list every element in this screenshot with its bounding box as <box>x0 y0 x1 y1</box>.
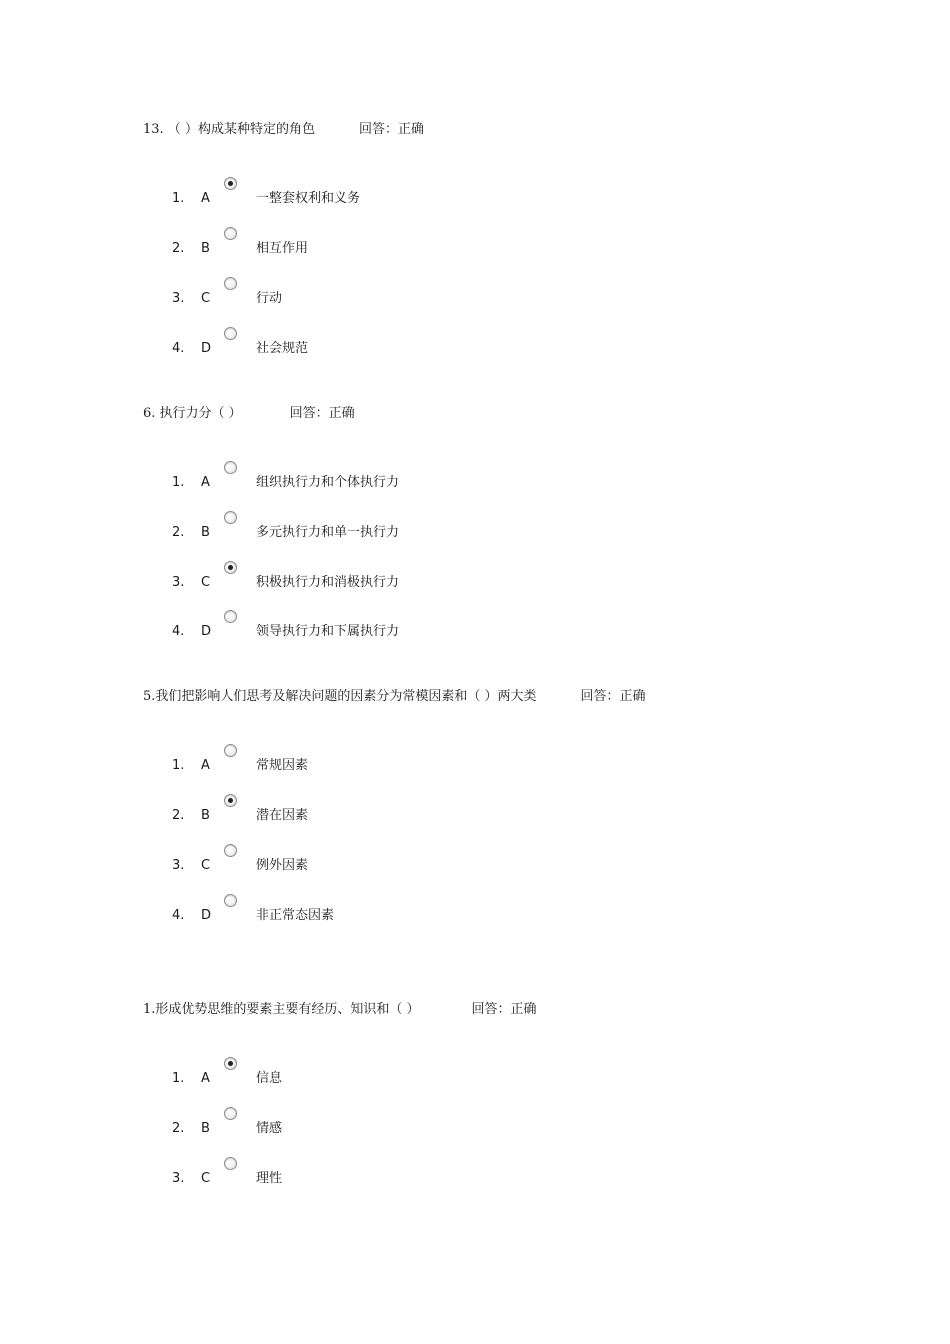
question-text: 6. 执行力分（ ） <box>143 406 242 421</box>
option-letter: B <box>201 241 210 256</box>
option-row[interactable] <box>0 1113 950 1143</box>
answer-status: 回答：正确 <box>289 406 355 421</box>
question-text: 1.形成优势思维的要素主要有经历、知识和（ ） <box>143 1002 420 1017</box>
radio-button-checked[interactable] <box>224 1057 237 1070</box>
option-number: 1. <box>172 758 185 773</box>
option-letter: B <box>201 525 210 540</box>
option-number: 4. <box>172 624 185 639</box>
radio-button[interactable] <box>224 327 237 340</box>
option-letter: C <box>201 1171 211 1186</box>
option-row[interactable] <box>0 517 950 547</box>
option-text: 积极执行力和消极执行力 <box>256 575 400 590</box>
radio-button[interactable] <box>224 744 237 757</box>
option-letter: D <box>201 908 212 923</box>
option-row[interactable] <box>0 467 950 497</box>
option-text: 例外因素 <box>256 858 309 873</box>
radio-button-checked[interactable] <box>224 561 237 574</box>
option-letter: D <box>201 624 212 639</box>
option-number: 4. <box>172 908 185 923</box>
option-row[interactable] <box>0 283 950 313</box>
answer-status: 回答：正确 <box>471 1002 537 1017</box>
option-text: 常规因素 <box>256 758 309 773</box>
option-text: 领导执行力和下属执行力 <box>256 624 400 639</box>
question-text: 13. （ ）构成某种特定的角色 <box>143 122 315 137</box>
option-number: 2. <box>172 1121 185 1136</box>
option-row[interactable] <box>0 233 950 263</box>
question-title <box>143 121 424 139</box>
option-text: 多元执行力和单一执行力 <box>256 525 400 540</box>
option-number: 2. <box>172 525 185 540</box>
option-number: 1. <box>172 1071 185 1086</box>
question-title <box>143 688 646 706</box>
option-number: 1. <box>172 191 185 206</box>
option-number: 2. <box>172 808 185 823</box>
option-number: 3. <box>172 291 185 306</box>
option-text: 理性 <box>256 1171 283 1186</box>
option-row[interactable] <box>0 1163 950 1193</box>
option-number: 3. <box>172 575 185 590</box>
option-letter: C <box>201 291 211 306</box>
option-text: 一整套权利和义务 <box>256 191 361 206</box>
option-row[interactable] <box>0 850 950 880</box>
radio-button[interactable] <box>224 610 237 623</box>
radio-button-checked[interactable] <box>224 177 237 190</box>
radio-button[interactable] <box>224 1107 237 1120</box>
option-letter: C <box>201 575 211 590</box>
option-text: 情感 <box>256 1121 283 1136</box>
radio-button-checked[interactable] <box>224 794 237 807</box>
option-letter: D <box>201 341 212 356</box>
option-row[interactable] <box>0 567 950 597</box>
option-row[interactable] <box>0 750 950 780</box>
radio-button[interactable] <box>224 844 237 857</box>
option-text: 社会规范 <box>256 341 309 356</box>
answer-status: 回答：正确 <box>358 122 424 137</box>
radio-button[interactable] <box>224 227 237 240</box>
option-number: 2. <box>172 241 185 256</box>
question-text: 5.我们把影响人们思考及解决问题的因素分为常模因素和（ ）两大类 <box>143 689 537 704</box>
radio-button[interactable] <box>224 1157 237 1170</box>
option-text: 信息 <box>256 1071 283 1086</box>
option-text: 行动 <box>256 291 283 306</box>
question-title <box>143 405 355 423</box>
radio-button[interactable] <box>224 511 237 524</box>
option-letter: A <box>201 191 210 206</box>
option-row[interactable] <box>0 183 950 213</box>
option-row[interactable] <box>0 616 950 646</box>
option-row[interactable] <box>0 1063 950 1093</box>
option-row[interactable] <box>0 333 950 363</box>
option-letter: C <box>201 858 211 873</box>
option-text: 潜在因素 <box>256 808 309 823</box>
option-text: 非正常态因素 <box>256 908 335 923</box>
option-number: 3. <box>172 858 185 873</box>
option-letter: A <box>201 758 210 773</box>
option-text: 相互作用 <box>256 241 309 256</box>
radio-button[interactable] <box>224 461 237 474</box>
option-number: 3. <box>172 1171 185 1186</box>
option-text: 组织执行力和个体执行力 <box>256 475 400 490</box>
option-number: 4. <box>172 341 185 356</box>
option-letter: B <box>201 1121 210 1136</box>
radio-button[interactable] <box>224 277 237 290</box>
option-number: 1. <box>172 475 185 490</box>
question-title <box>143 1001 537 1019</box>
answer-status: 回答：正确 <box>580 689 646 704</box>
option-row[interactable] <box>0 900 950 930</box>
radio-button[interactable] <box>224 894 237 907</box>
option-letter: A <box>201 1071 210 1086</box>
option-letter: A <box>201 475 210 490</box>
option-row[interactable] <box>0 800 950 830</box>
option-letter: B <box>201 808 210 823</box>
